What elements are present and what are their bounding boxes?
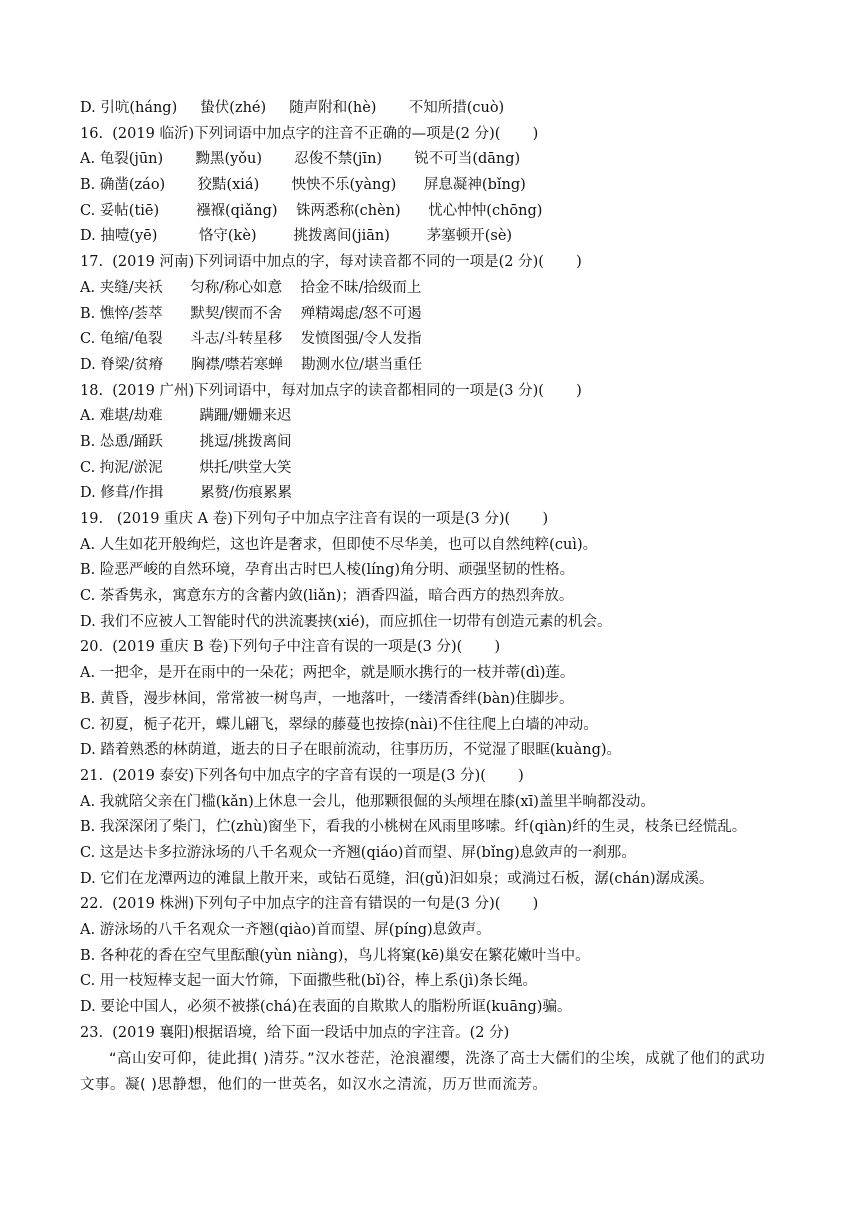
text-line: C. 初夏，栀子花开，蝶儿翩飞，翠绿的藤蔓也按捺(nài)不住往爬上白墙的冲动。 — [80, 716, 598, 733]
text-line: 16. (2019 临沂)下列词语中加点字的注音不正确的—项是(2 分)( ) — [80, 125, 539, 142]
text-line: 17. (2019 河南)下列词语中加点的字，每对读音都不同的一项是(2 分)( ) — [80, 254, 582, 271]
text-line: B. 我深深闭了柴门，伫(zhù)窗坐下，看我的小桃树在风雨里哆嗦。纤(qiàn)纤的生灵，枝条已经慌乱。 — [80, 819, 747, 836]
text-line: D. 踏着熟悉的林荫道，逝去的日子在眼前流动，往事历历，不觉湿了眼眶(kuàng)。 — [80, 742, 622, 759]
text-line: 22. (2019 株洲)下列句子中加点字的注音有错误的一句是(3 分)( ) — [80, 896, 539, 913]
text-line: A. 我就陪父亲在门槛(kǎn)上休息一会儿，他那颗很倔的头颅埋在膝(xī)盖里半晌都没动。 — [80, 793, 655, 810]
text-line: C. 用一枝短棒支起一面大竹筛，下面撒些秕(bǐ)谷，棒上系(jì)条长绳。 — [80, 973, 537, 990]
text-line: B. 怂恿/踊跃 挑逗/挑拨离间 — [80, 433, 292, 450]
text-line: B. 黄昏，漫步林间，常常被一树鸟声，一地落叶，一缕清香绊(bàn)住脚步。 — [80, 690, 574, 707]
text-line: 23. (2019 襄阳)根据语境，给下面一段话中加点的字注音。(2 分) — [80, 1024, 510, 1041]
text-line: A. 一把伞，是开在雨中的一朵花；两把伞，就是顺水携行的一枝并蒂(dì)莲。 — [80, 665, 575, 682]
exercise-content — [80, 96, 780, 1099]
question-lines — [80, 96, 780, 1046]
text-line: 19. (2019 重庆 A 卷)下列句子中加点字注音有误的一项是(3 分)( ) — [80, 511, 549, 527]
text-line: C. 妥帖(tiē) 襁褓(qiǎng) 铢两悉称(chèn) 忧心忡忡(chōng) — [80, 202, 543, 219]
text-line: D. 它们在龙潭两边的滩鼠上散开来，或钻石觅缝，汩(gǔ)汩如泉；或淌过石板，潺(chán)潺成溪。 — [80, 870, 714, 887]
text-line: D. 引吭(háng) 蛰伏(zhé) 随声附和(hè) 不知所措(cuò) — [80, 100, 505, 116]
text-line: 21. (2019 泰安)下列各句中加点字的字音有误的一项是(3 分)( ) — [80, 767, 524, 784]
text-line: D. 修葺/作揖 累赘/伤痕累累 — [80, 485, 292, 502]
text-line: D. 抽噎(yē) 恪守(kè) 挑拨离间(jiān) 茅塞顿开(sè) — [80, 228, 513, 245]
text-line: A. 龟裂(jūn) 黝黑(yǒu) 忍俊不禁(jīn) 锐不可当(dāng) — [80, 151, 521, 168]
text-line: A. 人生如花开般绚烂，这也许是奢求，但即使不尽华美，也可以自然纯粹(cuì)。 — [80, 536, 598, 553]
text-line: A. 游泳场的八千名观众一齐翘(qiào)首而望、屏(píng)息敛声。 — [80, 922, 491, 938]
text-line: C. 龟缩/龟裂 斗志/斗转星移 发愤图强/令人发指 — [80, 331, 422, 348]
text-line: D. 要论中国人，必须不被搽(chá)在表面的自欺欺人的脂粉所诓(kuāng)骗。 — [80, 999, 572, 1016]
text-line: 18. (2019 广州)下列词语中，每对加点字的读音都相同的一项是(3 分)( ) — [80, 382, 582, 399]
text-line: D. 我们不应被人工智能时代的洪流裹挟(xié)，而应抓住一切带有创造元素的机会。 — [80, 613, 612, 630]
text-line: C. 茶香隽永，寓意东方的含蓄内敛(liǎn)；酒香四溢，暗合西方的热烈奔放。 — [80, 588, 574, 605]
text-line: A. 难堪/劫难 蹒跚/姗姗来迟 — [80, 408, 292, 425]
text-line: B. 各种花的香在空气里酝酿(yùn niàng)，鸟儿将窠(kē)巢安在繁花嫩叶当中。 — [80, 947, 590, 964]
text-line: D. 脊梁/贫瘠 胸襟/噤若寒蝉 勘测水位/堪当重任 — [80, 356, 423, 373]
text-line: C. 拘泥/淤泥 烘托/哄堂大笑 — [80, 459, 292, 476]
text-line: B. 确凿(záo) 狡黠(xiá) 怏怏不乐(yàng) 屏息凝神(bǐng) — [80, 177, 526, 194]
text-line: B. 憔悴/荟萃 默契/锲而不舍 殚精竭虑/怒不可遏 — [80, 305, 422, 322]
q23-passage: “高山安可仰，徒此揖( )清芬。”汉水苍茫，沧浪濯缨，洗涤了高士大儒们的尘埃，成就了他们的武功文事。凝( )思静想，他们的一世英名，如汉水之清流，历万世而流芳。 — [80, 1051, 766, 1094]
text-line: C. 这是达卡多拉游泳场的八千名观众一齐翘(qiáo)首而望、屏(bǐng)息敛声的一刹那。 — [80, 844, 636, 861]
text-line: B. 险恶严峻的自然环境，孕育出古时巴人棱(líng)角分明、顽强坚韧的性格。 — [80, 562, 575, 579]
text-line: A. 夹缝/夹袄 匀称/称心如意 拾金不昧/拾级而上 — [80, 279, 422, 296]
text-line: 20. (2019 重庆 B 卷)下列句子中注音有误的一项是(3 分)( ) — [80, 639, 501, 656]
